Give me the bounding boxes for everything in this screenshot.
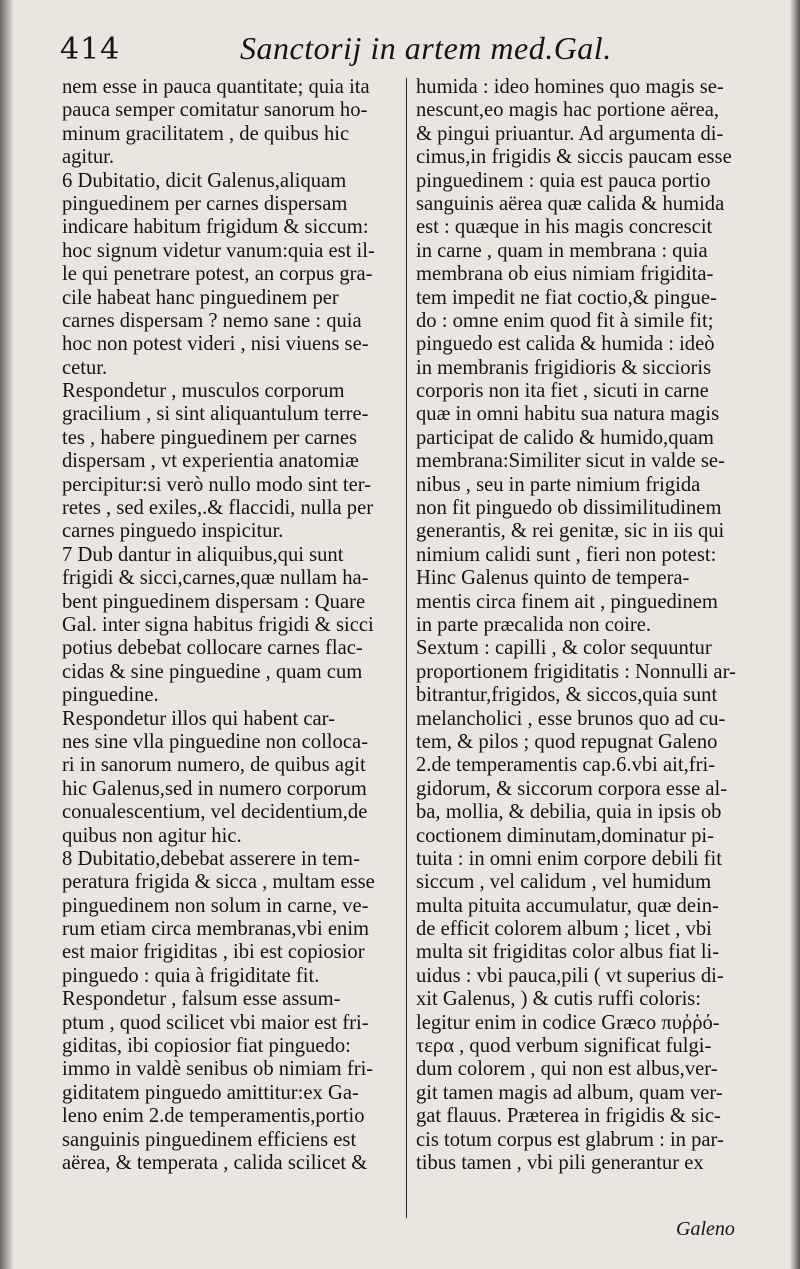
text-line: dum colorem , qui non est albus,ver- — [416, 1058, 718, 1081]
right-text-column — [416, 76, 766, 1175]
left-text-column — [62, 76, 396, 1175]
text-line: nimium calidi sunt , fieri non potest: — [416, 543, 717, 566]
text-line: sanguinis pinguedinem efficiens est — [62, 1128, 357, 1151]
text-line: in parte præcalida non coire. — [416, 613, 652, 636]
text-line: frigidi & sicci,carnes,quæ nullam ha- — [62, 567, 369, 590]
text-line: melancholici , esse brunos quo ad cu- — [416, 707, 726, 730]
text-line: participat de calido & humido,quam — [416, 426, 714, 449]
text-line: carnes pinguedo inspicitur. — [62, 520, 284, 543]
text-line: 2.de temperamentis cap.6.vbi ait,fri- — [416, 754, 716, 777]
text-line: hoc non potest videri , nisi viuens se- — [62, 333, 369, 356]
running-head: Sanctorij in artem med.Gal. — [240, 30, 612, 66]
text-line: Hinc Galenus quinto de tempera- — [416, 567, 690, 590]
page-header — [60, 26, 760, 76]
text-line: siccum , vel calidum , vel humidum — [416, 871, 712, 894]
text-line: pauca semper comitatur sanorum ho- — [62, 99, 368, 122]
catchword: Galeno — [676, 1218, 735, 1240]
text-line: nes sine vlla pinguedine non colloca- — [62, 730, 368, 753]
text-line: le qui penetrare potest, an corpus gra- — [62, 263, 373, 286]
text-line: uidus : vbi pauca,pili ( vt superius di- — [416, 964, 724, 987]
text-line: 8 Dubitatio,debebat asserere in tem- — [62, 847, 360, 870]
text-line: Respondetur , falsum esse assum- — [62, 988, 341, 1011]
text-line: immo in valdè senibus ob nimiam fri- — [62, 1058, 374, 1081]
text-line: non fit pinguedo ob dissimilitudinem — [416, 497, 722, 520]
text-line: leno enim 2.de temperamentis,portio — [62, 1105, 365, 1128]
text-line: cimus,in frigidis & siccis paucam esse — [416, 146, 732, 169]
text-line: τερα , quod verbum significat fulgi- — [416, 1035, 712, 1058]
text-line: cile habeat hanc pinguedinem per — [62, 286, 339, 309]
text-line: pinguedinem non solum in carne, ve- — [62, 894, 369, 917]
text-line: conualescentium, vel decidentium,de — [62, 801, 368, 824]
text-line: quæ in omni habitu sua natura magis — [416, 403, 720, 426]
text-line: potius debebat collocare carnes flac- — [62, 637, 363, 660]
text-line: peratura frigida & sicca , multam esse — [62, 871, 375, 894]
text-line: minum gracilitatem , de quibus hic — [62, 122, 350, 145]
text-line: pinguedo est calida & humida : ideò — [416, 333, 715, 356]
text-line: membrana ob eius nimiam frigidita- — [416, 263, 714, 286]
column-divider — [406, 78, 407, 1218]
text-line: Sextum : capilli , & color sequuntur — [416, 637, 712, 660]
text-line: ri in sanorum numero, de quibus agit — [62, 754, 366, 777]
text-line: multa sit frigiditas color albus fiat li- — [416, 941, 720, 964]
text-line: cidas & sine pinguedine , quam cum — [62, 660, 363, 683]
text-line: giditatem pinguedo amittitur:ex Ga- — [62, 1081, 359, 1104]
text-line: dispersam , vt experientia anatomiæ — [62, 450, 359, 473]
text-line: nem esse in pauca quantitate; quia ita — [62, 76, 370, 98]
text-line: hoc signum videtur vanum:quia est il- — [62, 239, 375, 262]
text-line: sanguinis aërea quæ calida & humida — [416, 192, 725, 215]
text-line: de efficit colorem album ; licet , vbi — [416, 918, 712, 941]
text-line: nibus , seu in parte nimium frigida — [416, 473, 701, 496]
text-line: Respondetur illos qui habent car- — [62, 707, 335, 730]
text-line: xit Galenus, ) & cutis ruffi coloris: — [416, 988, 702, 1011]
text-line: tem impedit ne fiat coctio,& pingue- — [416, 286, 717, 309]
text-line: coctionem diminutam,dominatur pi- — [416, 824, 714, 847]
text-line: aërea, & temperata , calida scilicet & — [62, 1151, 368, 1174]
text-line: humida : ideo homines quo magis se- — [416, 76, 724, 98]
text-line: in membranis frigidioris & siccioris — [416, 356, 712, 379]
text-line: retes , sed exiles,.& flaccidi, nulla per — [62, 497, 374, 520]
text-line: est maior frigiditas , ibi est copiosior — [62, 941, 365, 964]
text-line: 6 Dubitatio, dicit Galenus,aliquam — [62, 169, 347, 192]
text-line: ptum , quod scilicet vbi maior est fri- — [62, 1011, 369, 1034]
text-line: Gal. inter signa habitus frigidi & sicci — [62, 613, 374, 636]
text-line: multa pituita accumulatur, quæ dein- — [416, 894, 719, 917]
text-line: tes , habere pinguedinem per carnes — [62, 426, 358, 449]
text-line: corporis non ita fiet , sicuti in carne — [416, 380, 709, 403]
text-line: quibus non agitur hic. — [62, 824, 242, 847]
text-line: gidorum, & siccorum corpora esse al- — [416, 777, 728, 800]
text-line: nescunt,eo magis hac portione aërea, — [416, 99, 720, 122]
text-line: tem, & pilos ; quod repugnat Galeno — [416, 730, 718, 753]
text-line: giditas, ibi copiosior fiat pinguedo: — [62, 1035, 351, 1058]
text-line: ba, mollia, & debilia, quia in ipsis ob — [416, 801, 722, 824]
text-line: mentis circa finem ait , pinguedinem — [416, 590, 718, 613]
text-line: cis totum corpus est glabrum : in par- — [416, 1128, 724, 1151]
text-line: tuita : in omni enim corpore debili fit — [416, 847, 722, 870]
text-line: bent pinguedinem dispersam : Quare — [62, 590, 366, 613]
text-line: indicare habitum frigidum & siccum: — [62, 216, 369, 239]
text-line: gracilium , si sint aliquantulum terre- — [62, 403, 369, 426]
text-line: legitur enim in codice Græco πυῤῥό- — [416, 1011, 720, 1034]
text-line: proportionem frigiditatis : Nonnulli ar- — [416, 660, 736, 683]
text-line: agitur. — [62, 146, 115, 169]
text-line: in carne , quam in membrana : quia — [416, 239, 708, 262]
text-line: pinguedinem per carnes dispersam — [62, 192, 348, 215]
text-line: carnes dispersam ? nemo sane : quia — [62, 309, 362, 332]
text-line: pinguedo : quia à frigiditate fit. — [62, 964, 320, 987]
text-line: git tamen magis ad album, quam ver- — [416, 1081, 723, 1104]
text-line: & pingui priuantur. Ad argumenta di- — [416, 122, 724, 145]
text-line: gat flauus. Præterea in frigidis & sic- — [416, 1105, 721, 1128]
text-line: hic Galenus,sed in numero corporum — [62, 777, 367, 800]
text-line: do : omne enim quod fit à simile fit; — [416, 309, 714, 332]
text-line: 7 Dub dantur in aliquibus,qui sunt — [62, 543, 344, 566]
text-line: est : quæque in his magis concrescit — [416, 216, 713, 239]
text-line: percipitur:si verò nullo modo sint ter- — [62, 473, 372, 496]
text-line: Respondetur , musculos corporum — [62, 380, 345, 403]
text-line: pinguedine. — [62, 684, 159, 707]
text-line: bitrantur,frigidos, & siccos,quia sunt — [416, 684, 718, 707]
text-line: cetur. — [62, 356, 108, 379]
text-line: pinguedinem : quia est pauca portio — [416, 169, 711, 192]
text-line: rum etiam circa membranas,vbi enim — [62, 918, 370, 941]
text-line: membrana:Similiter sicut in valde se- — [416, 450, 725, 473]
text-line: generantis, & rei genitæ, sic in iis qui — [416, 520, 725, 543]
page-number: 414 — [60, 32, 121, 67]
text-line: tibus tamen , vbi pili generantur ex — [416, 1151, 704, 1174]
